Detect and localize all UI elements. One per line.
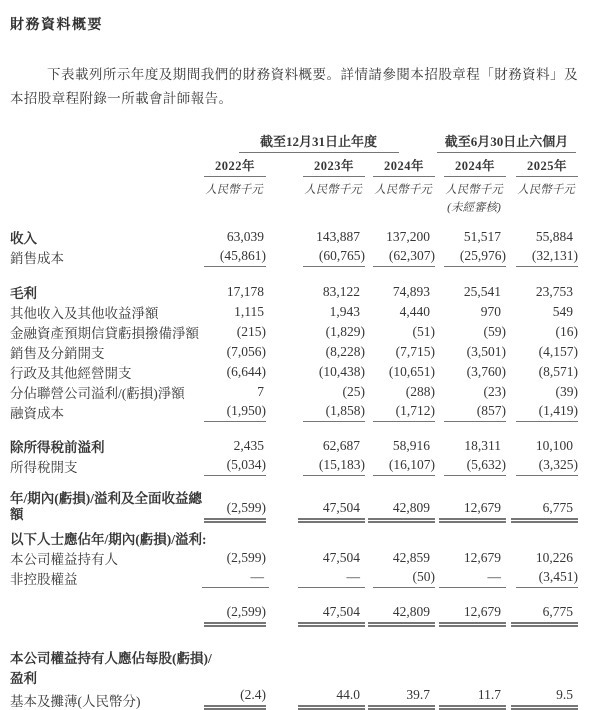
cell-value: 1,115 (234, 304, 264, 319)
row-label: 毛利 (10, 286, 37, 301)
cell-value: 47,504 (298, 500, 365, 523)
cell-value: 4,440 (399, 304, 431, 319)
cell-value: 10,226 (535, 550, 574, 565)
cell-value: (1,950) (204, 403, 266, 422)
row-label: 本公司權益持有人 (10, 552, 118, 567)
cell-value: 18,311 (464, 438, 502, 453)
spacer (10, 588, 578, 604)
row-label (10, 604, 202, 627)
cell-value: 2,435 (233, 438, 264, 453)
cell-value: 970 (480, 304, 502, 319)
cell-value: 39.7 (368, 687, 435, 710)
cell-value: 44.0 (298, 687, 365, 710)
row-label: 融資成本 (10, 406, 64, 421)
row-label: 分佔聯營公司溢利/(虧損)淨額 (10, 386, 185, 401)
table-row-equity-holders (10, 548, 578, 568)
cell-value: (2,599) (204, 604, 266, 627)
cell-value: (10,438) (318, 364, 365, 379)
cell-value: (8,571) (538, 364, 579, 379)
table-row-share-of-associates (10, 382, 578, 402)
cell-value: (39) (555, 384, 579, 399)
column-group-annual-cell (202, 131, 435, 153)
cell-value: 63,039 (226, 229, 264, 244)
cell-value: 47,504 (322, 550, 360, 565)
cell-value: (215) (236, 324, 266, 339)
row-label: 行政及其他經營開支 (10, 366, 132, 381)
cell-value: 9.5 (511, 687, 578, 710)
cell-value: (51) (412, 324, 436, 339)
cell-value: 143,887 (316, 229, 360, 244)
table-row-selling-expenses (10, 342, 578, 362)
row-label: 所得稅開支 (10, 460, 78, 475)
row-label: 銷售及分銷開支 (10, 346, 105, 361)
table-row-attributable-header (10, 528, 578, 548)
cell-value: (1,712) (373, 403, 435, 422)
cell-value: 42,809 (368, 604, 435, 627)
cell-value: (3,325) (516, 457, 578, 476)
cell-value: — (298, 569, 365, 588)
cell-value: (25,976) (444, 248, 506, 267)
cell-value: 62,687 (322, 438, 360, 453)
row-label: 基本及攤薄(人民幣分) (10, 694, 141, 709)
table-row-other-income (10, 302, 578, 322)
spacer (10, 267, 578, 282)
unit-label: 人民幣千元 (304, 184, 362, 196)
cell-value: (1,419) (516, 403, 578, 422)
cell-value: (2,599) (226, 550, 266, 565)
column-group-interim: 截至6月30日止六個月 (437, 131, 576, 153)
cell-value: 47,504 (298, 604, 365, 627)
cell-value: (5,632) (444, 457, 506, 476)
cell-value: 55,884 (535, 229, 574, 244)
section-header: 本公司權益持有人應佔每股(虧損)/ (10, 651, 212, 666)
year-2022: 2022年 (204, 156, 266, 177)
cell-value: (7,715) (395, 344, 436, 359)
cell-value: 137,200 (386, 229, 431, 244)
row-label: 其他收入及其他收益淨額 (10, 306, 159, 321)
table-row-eps-header-line1 (10, 647, 578, 667)
cell-value: (25) (342, 384, 365, 399)
column-group-row (10, 131, 578, 153)
year-2025: 2025年 (516, 156, 578, 177)
row-label: 收入 (10, 231, 37, 246)
cell-value: (32,131) (516, 248, 578, 267)
cell-value: — (202, 569, 269, 588)
year-2024: 2024年 (373, 156, 435, 177)
financial-summary-table (10, 131, 578, 710)
table-row-basic-diluted-eps (10, 687, 578, 710)
cell-value: (4,157) (538, 344, 579, 359)
spacer (10, 476, 578, 491)
cell-value: 10,100 (535, 438, 574, 453)
table-row-gross-profit (10, 282, 578, 302)
year-2023: 2023年 (303, 156, 365, 177)
table-row-ecl-provision (10, 322, 578, 342)
cell-value: (59) (483, 324, 507, 339)
cell-value: (3,451) (516, 569, 578, 588)
cell-value: (50) (373, 569, 435, 588)
table-row-income-tax (10, 456, 578, 476)
cell-value: 17,178 (226, 284, 264, 299)
section-header: 盈利 (10, 671, 37, 686)
unit-label: 人民幣千元 (374, 184, 432, 196)
cell-value: (60,765) (303, 248, 365, 267)
unit-header-row (10, 177, 578, 215)
row-label: 年/期內(虧損)/溢利及全面收益總額 (10, 491, 202, 522)
cell-value: — (439, 569, 506, 588)
year-header-row (10, 153, 578, 177)
cell-value: 42,809 (368, 500, 435, 523)
cell-value: (2.4) (204, 687, 266, 710)
column-group-annual: 截至12月31日止年度 (239, 131, 399, 153)
cell-value: 1,943 (329, 304, 360, 319)
table-row-cost-of-sales (10, 247, 578, 267)
cell-value: (288) (405, 384, 436, 399)
cell-value: 42,859 (392, 550, 431, 565)
cell-value: (10,651) (388, 364, 436, 379)
cell-value: (3,501) (466, 344, 507, 359)
cell-value: (15,183) (303, 457, 365, 476)
cell-value: (1,858) (303, 403, 365, 422)
empty-cell (10, 177, 202, 215)
row-label: 銷售成本 (10, 251, 64, 266)
empty-cell (10, 153, 202, 177)
table-row-profit-before-tax (10, 436, 578, 456)
unaudited-note: (未經審核) (447, 202, 501, 214)
table-row-total-comprehensive-income (10, 491, 578, 523)
cell-value: (3,760) (466, 364, 507, 379)
table-row-non-controlling-interests (10, 568, 578, 588)
cell-value: (2,599) (204, 500, 266, 523)
cell-value: (62,307) (373, 248, 435, 267)
cell-value: (45,861) (204, 248, 266, 267)
cell-value: (16) (555, 324, 579, 339)
cell-value: 7 (257, 384, 264, 399)
cell-value: (1,829) (325, 324, 365, 339)
cell-value: 549 (552, 304, 574, 319)
section-header: 以下人士應佔年/期內(虧損)/溢利: (10, 532, 207, 547)
cell-value: 74,893 (392, 284, 431, 299)
unit-label: 人民幣千元 (205, 184, 263, 196)
cell-value: (857) (444, 403, 506, 422)
page-title: 財務資料概要 (10, 18, 103, 33)
table-row-finance-costs (10, 402, 578, 422)
cell-value: (5,034) (204, 457, 266, 476)
cell-value: 11.7 (439, 687, 506, 710)
cell-value: 12,679 (463, 550, 502, 565)
spacer (10, 215, 578, 227)
cell-value: 83,122 (322, 284, 360, 299)
table-row-revenue (10, 227, 578, 247)
cell-value: 58,916 (392, 438, 431, 453)
row-label: 金融資產預期信貸虧損撥備淨額 (10, 326, 199, 341)
column-group-interim-cell (435, 131, 578, 153)
cell-value: 12,679 (439, 500, 506, 523)
table-row-attributable-total (10, 604, 578, 627)
cell-value: 12,679 (439, 604, 506, 627)
cell-value: (23) (483, 384, 507, 399)
row-label: 除所得稅前溢利 (10, 440, 105, 455)
table-row-admin-expenses (10, 362, 578, 382)
table-row-eps-header-line2 (10, 667, 578, 687)
unit-label: 人民幣千元 (445, 184, 503, 196)
intro-paragraph: 下表載列所示年度及期間我們的財務資料概要。詳情請參閱本招股章程「財務資料」及本招股章程附錄一所載會計師報告。 (10, 67, 578, 106)
cell-value: 6,775 (511, 500, 578, 523)
unit-label: 人民幣千元 (517, 184, 575, 196)
cell-value: 6,775 (511, 604, 578, 627)
cell-value: (6,644) (226, 364, 266, 379)
cell-value: 51,517 (463, 229, 502, 244)
cell-value: 25,541 (463, 284, 502, 299)
cell-value: (16,107) (373, 457, 435, 476)
year-2024-interim: 2024年 (444, 156, 506, 177)
spacer (10, 627, 578, 647)
empty-cell (10, 131, 202, 153)
cell-value: 23,753 (535, 284, 574, 299)
spacer (10, 422, 578, 436)
cell-value: (8,228) (325, 344, 365, 359)
cell-value: (7,056) (226, 344, 266, 359)
row-label: 非控股權益 (10, 572, 78, 587)
